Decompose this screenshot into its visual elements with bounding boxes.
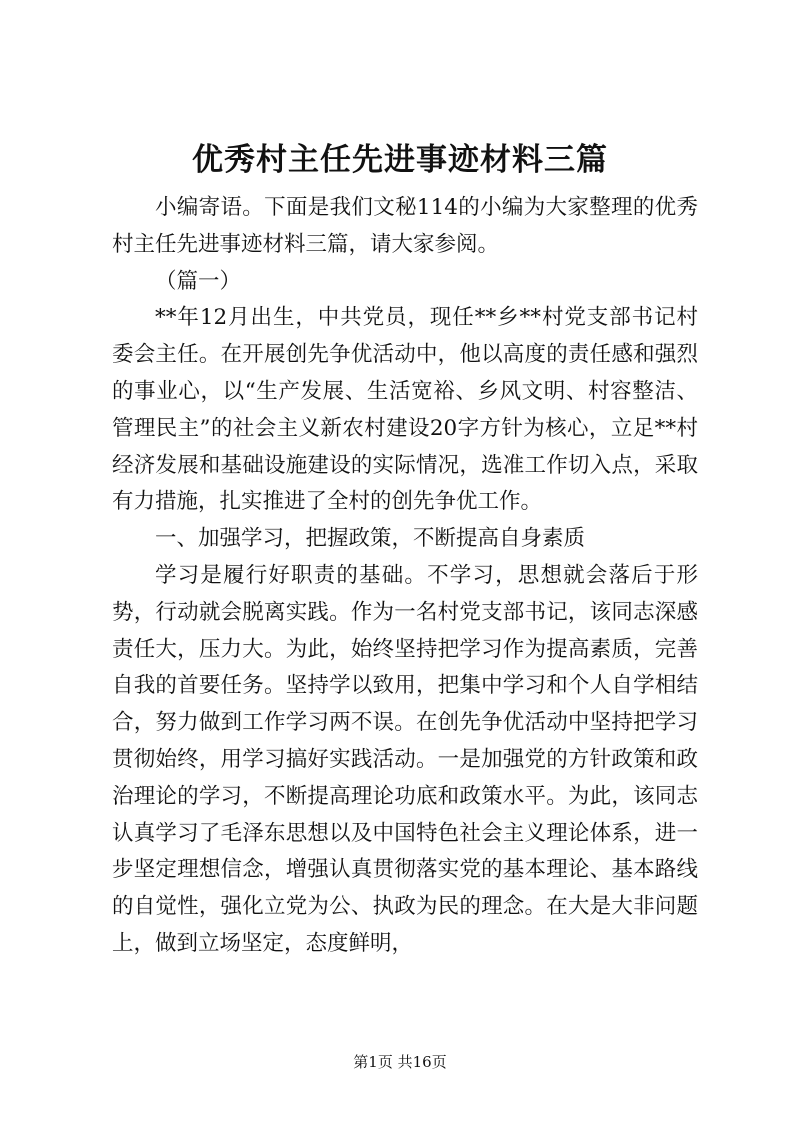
document-title: 优秀村主任先进事迹材料三篇 (192, 142, 608, 178)
page-footer: 第1页 共16页 (353, 1053, 447, 1071)
intro-paragraph: 小编寄语。下面是我们文秘114的小编为大家整理的优秀村主任先进事迹材料三篇，请大家参阅。 (112, 195, 698, 257)
part-one-heading: （篇一） (155, 268, 242, 294)
study-paragraph: 学习是履行好职责的基础。不学习，思想就会落后于形势，行动就会脱离实践。作为一名村党支部书记，该同志深感责任大，压力大。为此，始终坚持把学习作为提高素质，完善自我的首要任务。坚持学以致用，把集中学习和个人自学相结合，努力做到工作学习两不误。在创先争优活动中坚持把学习贯彻始终，用学习搞好实践活动。一是加强党的方针政策和政治理论的学习，不断提高理论功底和政策水平。为此，该同志认真学习了毛泽东思想以及中国特色社会主义理论体系，进一步坚定理想信念，增强认真贯彻落实党的基本理论、基本路线的自觉性，强化立党为公、执政为民的理念。在大是大非问题上，做到立场坚定，态度鲜明， (112, 562, 698, 956)
profile-paragraph: **年12月出生，中共党员，现任**乡**村党支部书记村委会主任。在开展创先争优活动中，他以高度的责任感和强烈的事业心，以“生产发展、生活宽裕、乡风文明、村容整洁、管理民主”的社会主义新农村建设20字方针为核心，立足**村经济发展和基础设施建设的实际情况，选准工作切入点，采取有力措施，扎实推进了全村的创先争优工作。 (112, 305, 698, 515)
section-one-heading: 一、加强学习，把握政策，不断提高自身素质 (155, 526, 586, 552)
document-body (112, 190, 698, 963)
